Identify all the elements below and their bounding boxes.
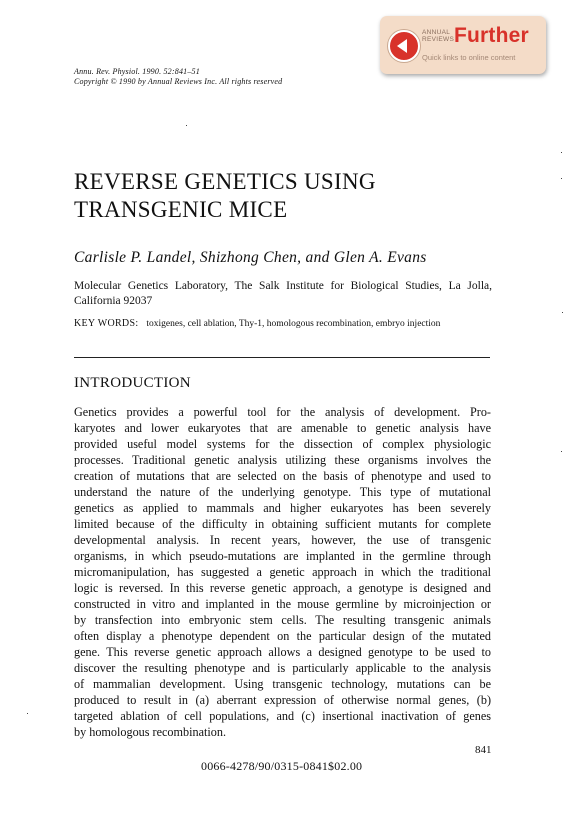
body-line: produced to result in (a) aberrant expression of otherwise normal genes, (b) — [74, 693, 491, 707]
section-divider — [74, 357, 490, 358]
body-line: micromanipulation, has suggested a genetic approach in which the traditional — [74, 565, 491, 579]
body-line: gene. This reverse genetic approach allows a designed genotype to be used to — [74, 645, 491, 659]
body-line: karyotes and lower eukaryotes that are amenable to genetic analysis have — [74, 421, 491, 435]
badge-publisher-label — [422, 29, 454, 43]
scan-speck — [27, 713, 28, 714]
title-line-2: TRANSGENIC MICE — [74, 197, 288, 222]
further-link-badge[interactable] — [380, 16, 546, 74]
author-list: Carlisle P. Landel, Shizhong Chen, and Glen A. Evans — [74, 249, 427, 266]
scan-speck — [561, 152, 562, 153]
body-line: developmental analysis. In recent years, however, the use of transgenic — [74, 533, 491, 547]
badge-subtitle: Quick links to online content — [422, 53, 516, 62]
back-arrow-circle-icon — [388, 30, 420, 62]
body-line: creation of mutations that are selected on the basis of phenotype and used to — [74, 469, 491, 483]
author-affiliation: Molecular Genetics Laboratory, The Salk Institute for Biological Studies, La Jolla, California 92037 — [74, 280, 492, 307]
title-line-1: REVERSE GENETICS USING — [74, 169, 376, 194]
page-number: 841 — [475, 744, 492, 756]
body-line: targeted ablation of cell populations, and (c) insertional inactivation of genes — [74, 709, 491, 723]
article-title — [74, 168, 376, 224]
body-line: of mammalian development. Using transgenic technology, mutations can be — [74, 677, 491, 691]
badge-small-line2: REVIEWS — [422, 36, 455, 43]
body-line: processes. Traditional genetic analysis utilizing these organisms involves the — [74, 453, 491, 467]
scan-speck — [561, 178, 562, 179]
body-line: genetics as applied to mammals and higher eukaryotes has been severely — [74, 501, 491, 515]
badge-further-label: Further — [454, 24, 529, 47]
body-line: understand the nature of the underlying genotype. This type of mutational — [74, 485, 491, 499]
body-line: by homologous recombination. — [74, 725, 226, 739]
body-line: provided useful model systems for the dissection of complex physiologic — [74, 437, 491, 451]
copyright-notice: Copyright © 1990 by Annual Reviews Inc. All rights reserved — [74, 77, 283, 86]
body-line: Genetics provides a powerful tool for the analysis of development. Pro- — [74, 405, 491, 419]
scan-speck — [186, 125, 187, 126]
article-price-code: 0066-4278/90/0315-0841$02.00 — [201, 759, 363, 773]
badge-small-line1: ANNUAL — [422, 29, 451, 36]
body-line: constructed in vitro and implanted in the mouse germline by microinjection or — [74, 597, 491, 611]
citation-header — [74, 67, 282, 87]
body-line: logic is reversed. In this reverse genetic approach, a genotype is designed and — [74, 581, 491, 595]
keywords-label: KEY WORDS: — [74, 318, 139, 329]
scan-speck — [562, 312, 563, 313]
body-line: organisms, in which pseudo-mutations are implanted in the germline through — [74, 549, 491, 563]
keywords-line — [74, 318, 440, 329]
body-line: by transfection into embryonic stem cells. The resulting transgenic animals — [74, 613, 491, 627]
scan-speck — [561, 451, 562, 452]
journal-citation: Annu. Rev. Physiol. 1990. 52:841–51 — [74, 67, 200, 76]
keywords-text: toxigenes, cell ablation, Thy-1, homologous recombination, embryo injection — [146, 319, 441, 329]
introduction-body — [74, 404, 491, 740]
body-line: discover the resulting phenotype and is particularly applicable to the analysis — [74, 661, 491, 675]
body-line: often display a phenotype dependent on the particular design of the mutated — [74, 629, 491, 643]
section-heading: INTRODUCTION — [74, 375, 191, 391]
body-line: limited because of the difficulty in obtaining sufficient mutants for complete — [74, 517, 491, 531]
